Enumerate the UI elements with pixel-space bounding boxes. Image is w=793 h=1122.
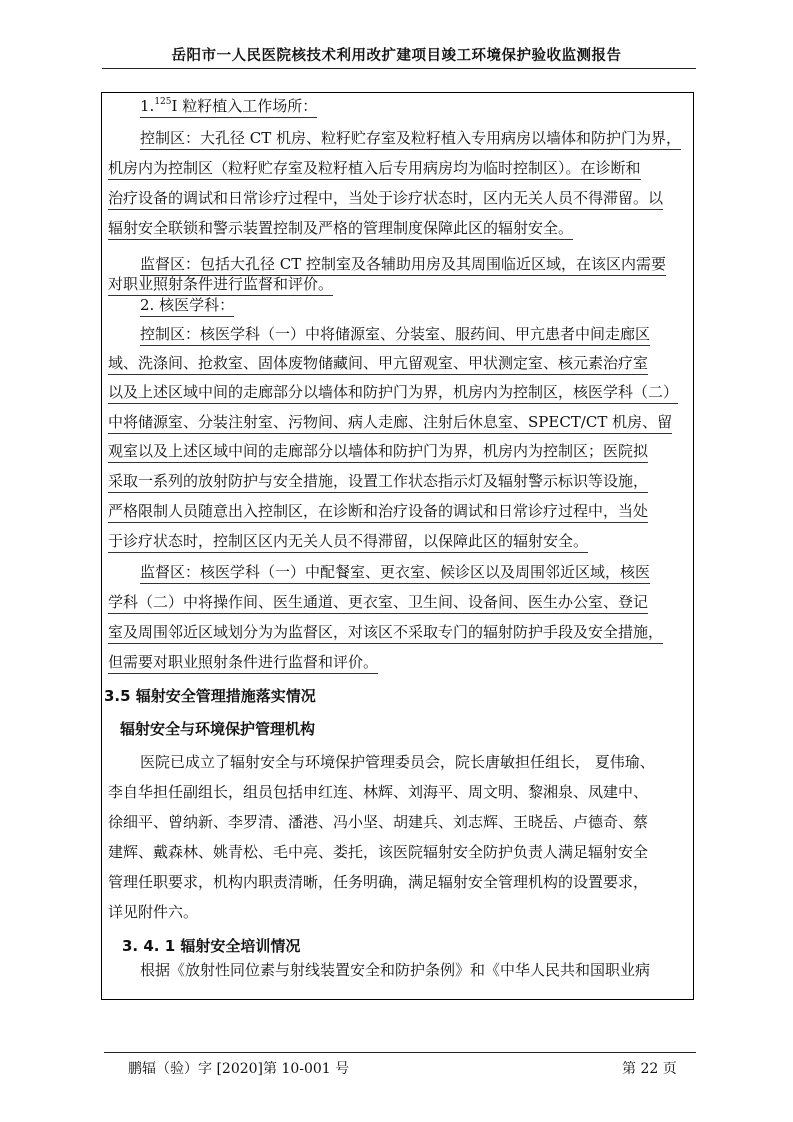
p5-line6: 详见附件六。 <box>108 903 199 921</box>
p5-line1: 医院已成立了辐射安全与环境保护管理委员会，院长唐敏担任组长， 夏伟瑜、 <box>140 753 655 771</box>
p3-line6: 采取一系列的放射防护与安全措施，设置工作状态指示灯及辐射警示标识等设施， <box>108 471 648 491</box>
section-heading-3-5: 3.5 辐射安全管理措施落实情况 <box>104 687 316 705</box>
p3-line8: 于诊疗状态时，控制区区内无关人员不得滞留，以保障此区的辐射安全。 <box>108 531 588 551</box>
subheading-3-4-1: 3. 4. 1 辐射安全培训情况 <box>122 937 301 955</box>
p3-line1: 控制区：核医学科（一）中将储源室、分装室、服药间、甲亢患者中间走廊区 <box>140 324 650 344</box>
p3-line5: 观室以及上述区域中间的走廊部分以墙体和防护门为界，机房内为控制区；医院拟 <box>108 441 648 461</box>
p5-line3: 徐细平、曾纳新、李罗清、潘港、冯小坚、胡建兵、刘志辉、王晓岳、卢德奇、蔡 <box>108 813 649 831</box>
p4-line1: 监督区：核医学科（一）中配餐室、更衣室、候诊区以及周围邻近区域，核医 <box>140 562 650 582</box>
header-rule <box>102 68 696 69</box>
p2-line2: 对职业照射条件进行监督和评价。 <box>108 274 333 294</box>
p1-line1: 控制区：大孔径 CT 机房、粒籽贮存室及粒籽植入专用病房以墙体和防护门为界， <box>140 128 681 148</box>
p3-line2: 域、洗涤间、抢救室、固体废物储藏间、甲亢留观室、甲状测定室、核元素治疗室 <box>108 353 648 373</box>
p4-line3: 室及周围邻近区域划分为为监督区，对该区不采取专门的辐射防护手段及安全措施， <box>108 622 663 642</box>
p1-line4: 辐射安全联锁和警示装置控制及严格的管理制度保障此区的辐射安全。 <box>108 218 573 238</box>
p5-line2: 李自华担任副组长，组员包括申红连、林辉、刘海平、周文明、黎湘泉、凤建中、 <box>108 783 649 801</box>
p3-line4: 中将储源室、分装注射室、污物间、病人走廊、注射后休息室、SPECT/CT 机房、留 <box>108 412 672 432</box>
p3-line7: 严格限制人员随意出入控制区，在诊断和治疗设备的调试和日常诊疗过程中，当处 <box>108 501 648 521</box>
p5-line4: 建辉、戴森林、姚青松、毛中亮、娄托，该医院辐射安全防护负责人满足辐射安全 <box>108 843 649 861</box>
p3-line3: 以及上述区域中间的走廊部分以墙体和防护门为界，机房内为控制区，核医学科（二） <box>108 382 678 402</box>
p2-line1: 监督区：包括大孔径 CT 控制室及各辅助用房及其周围临近区域，在该区内需要 <box>140 254 666 274</box>
p4-line2: 学科（二）中将操作间、医生通道、更衣室、卫生间、设备间、医生办公室、登记 <box>108 592 648 612</box>
item1-heading <box>140 96 317 116</box>
p1-line2: 机房内为控制区（粒籽贮存室及粒籽植入后专用病房均为临时控制区）。在诊断和 <box>108 158 641 178</box>
item1-title: I 粒籽植入工作场所： <box>171 97 318 115</box>
p4-line4: 但需要对职业照射条件进行监督和评价。 <box>108 652 378 672</box>
footer-page-number: 第 22 页 <box>622 1061 677 1077</box>
page-header-title: 岳阳市一人民医院核技术利用改扩建项目竣工环境保护验收监测报告 <box>171 48 622 64</box>
subheading-org: 辐射安全与环境保护管理机构 <box>120 720 316 738</box>
p5-line5: 管理任职要求，机构内职责清晰，任务明确，满足辐射安全管理机构的设置要求， <box>108 873 649 891</box>
p6-line1: 根据《放射性同位素与射线装置安全和防护条例》和《中华人民共和国职业病 <box>140 961 651 979</box>
footer-document-ref: 鹏辐（验）字 [2020]第 10-001 号 <box>128 1061 350 1077</box>
item1-superscript: 125 <box>154 97 172 107</box>
footer-rule <box>104 1052 696 1053</box>
p1-line3: 治疗设备的调试和日常诊疗过程中，当处于诊疗状态时，区内无关人员不得滞留。以 <box>108 188 663 208</box>
item1-num: 1. <box>140 97 155 115</box>
item2-heading: 2. 核医学科： <box>140 295 234 315</box>
